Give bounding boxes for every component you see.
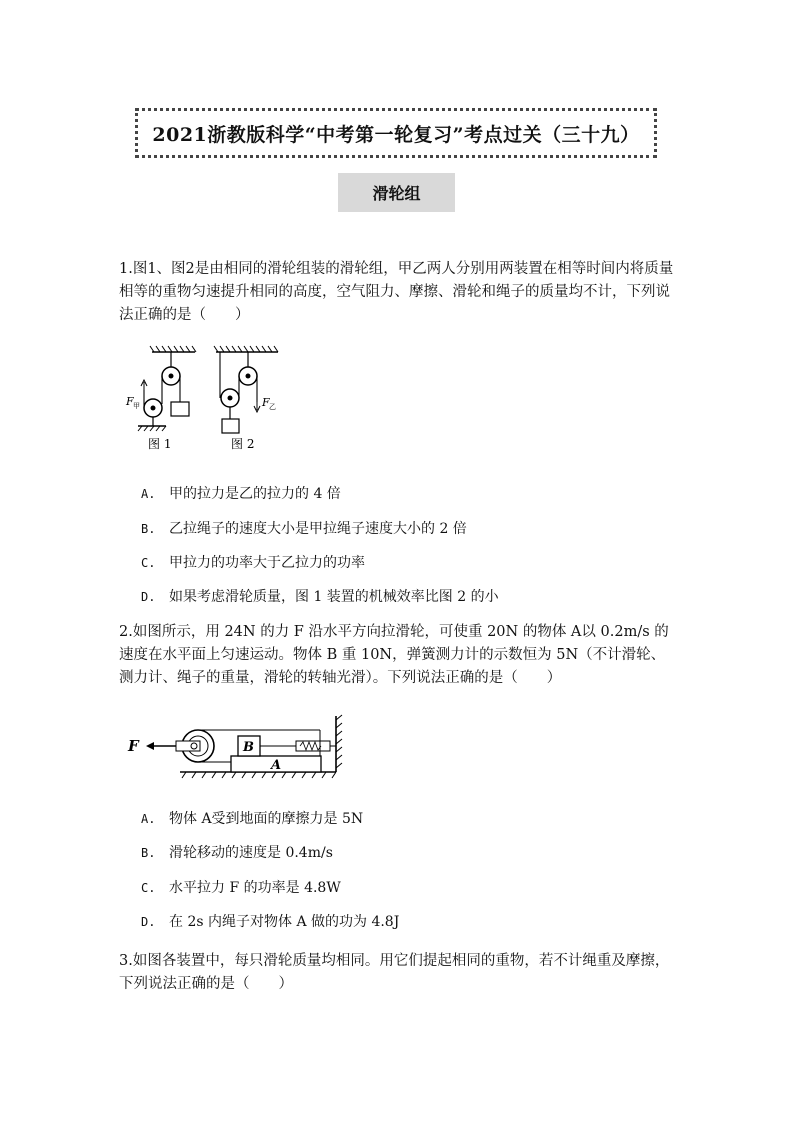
q2-option-d-text: 在 2s 内绳子对物体 A 做的功为 4.8J	[169, 914, 400, 930]
page-title: 2021浙教版科学“中考第一轮复习”考点过关（三十九）	[152, 123, 640, 146]
q1-option-a[interactable]	[141, 484, 341, 504]
q2-spring-scale	[296, 741, 330, 751]
page-title-box	[135, 108, 657, 158]
q1-option-a-letter: A.	[141, 487, 156, 501]
q2-option-c[interactable]	[141, 878, 341, 898]
q2-option-b[interactable]	[141, 843, 333, 863]
fig1-force-label: F	[126, 395, 134, 408]
q1-option-b[interactable]	[141, 519, 467, 539]
q2-option-d[interactable]	[141, 912, 399, 932]
q2-option-d-letter: D.	[141, 915, 156, 929]
fig2-weight	[222, 419, 239, 433]
q2-option-b-text: 滑轮移动的速度是 0.4m/s	[169, 845, 333, 861]
q1-option-a-text: 甲的拉力是乙的拉力的 4 倍	[169, 486, 341, 502]
fig2-force-label: F	[262, 396, 270, 409]
fig1-ceiling	[150, 346, 196, 352]
fig1-weight	[171, 402, 189, 416]
q1-option-b-letter: B.	[141, 522, 156, 536]
question-2-stem: 2.如图所示，用 24N 的力 F 沿水平方向拉滑轮，可使重 20N 的物体 A以 0.2m/s 的速度在水平面上匀速运动。物体 B 重 10N，弹簧测力计的示数恒为 5N（不计滑轮、测力计、绳子的重量，滑轮的转轴光滑）。下列说法正确的是（ ）	[119, 624, 669, 686]
fig1-caption: 图 1	[148, 437, 172, 451]
q2-option-c-letter: C.	[141, 881, 156, 895]
fig1-force-subscript: 甲	[133, 402, 140, 410]
question-2-figure	[120, 710, 350, 782]
fig2-force-subscript: 乙	[269, 403, 276, 411]
q1-option-d[interactable]	[141, 587, 499, 607]
section-title-box	[338, 173, 455, 212]
q1-option-c-letter: C.	[141, 556, 156, 570]
q2-option-b-letter: B.	[141, 846, 156, 860]
q2-option-a-text: 物体 A受到地面的摩擦力是 5N	[169, 811, 364, 827]
q1-option-c-text: 甲拉力的功率大于乙拉力的功率	[169, 555, 365, 571]
q1-option-c[interactable]	[141, 553, 365, 573]
section-title: 滑轮组	[372, 184, 421, 203]
question-1-stem: 1.图1、图2是由相同的滑轮组装的滑轮组，甲乙两人分别用两装置在相等时间内将质量相等的重物匀速提升相同的高度，空气阻力、摩擦、滑轮和绳子的质量均不计，下列说法正确的是（ ）	[119, 261, 674, 323]
q2-option-c-text: 水平拉力 F 的功率是 4.8W	[169, 880, 341, 896]
q1-option-d-letter: D.	[141, 590, 156, 604]
fig2-caption: 图 2	[231, 437, 255, 451]
question-1-figure	[120, 340, 290, 455]
q1-option-d-text: 如果考虑滑轮质量，图 1 装置的机械效率比图 2 的小	[169, 589, 499, 605]
question-3-stem: 3.如图各装置中，每只滑轮质量均相同。用它们提起相同的重物，若不计绳重及摩擦，下列说法正确的是（ ）	[119, 953, 670, 992]
q1-option-b-text: 乙拉绳子的速度大小是甲拉绳子速度大小的 2 倍	[169, 521, 467, 537]
fig2-ceiling	[214, 346, 278, 352]
q2-label-b: B	[243, 740, 254, 755]
q2-label-a: A	[271, 758, 282, 773]
q2-option-a[interactable]	[141, 809, 363, 829]
q2-option-a-letter: A.	[141, 812, 156, 826]
q2-force-label: F	[128, 737, 139, 755]
